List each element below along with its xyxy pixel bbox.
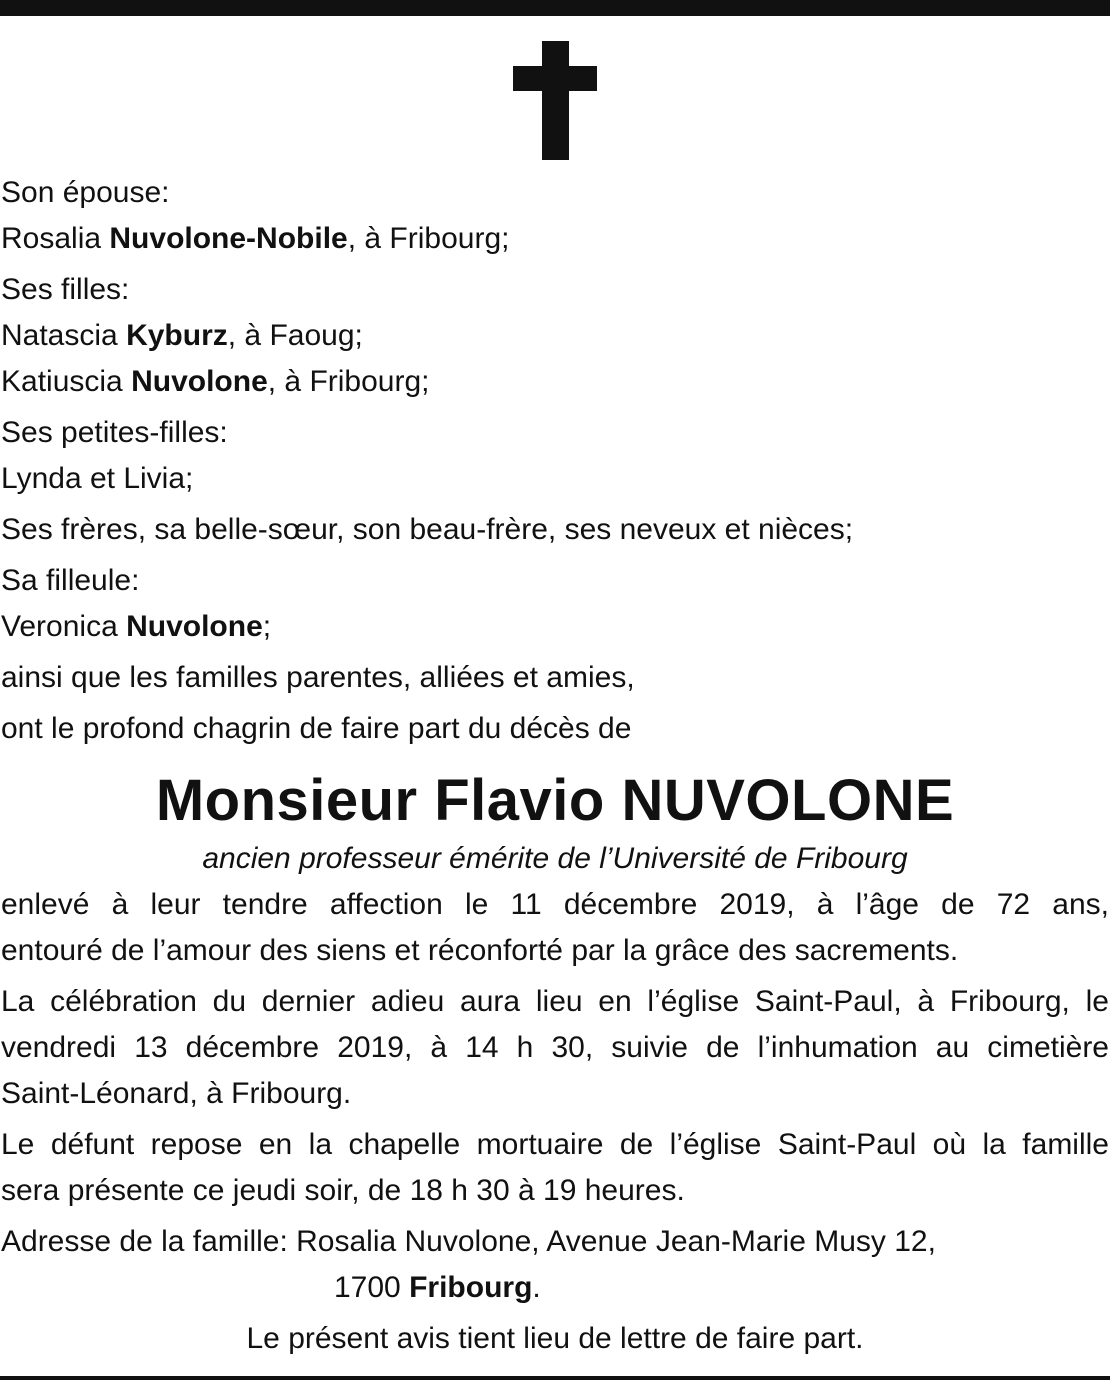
daughter-surname: Nuvolone [131,365,268,398]
paragraph-line: enlevé à leur tendre affection le 11 décembre 2019, à l’âge de 72 ans, [1,888,1109,921]
paragraph-line: Le défunt repose en la chapelle mortuaire de l’église Saint-Paul où la famille [1,1128,1109,1161]
granddaughters-heading: Ses petites-filles: [1,416,228,449]
closing-line: Le présent avis tient lieu de lettre de faire part. [246,1322,864,1355]
paragraph-line: vendredi 13 décembre 2019, à 14 h 30, suivie de l’inhumation au cimetière [1,1031,1109,1064]
address-city-line: 1700 Fribourg. [334,1271,541,1304]
obituary-body [1,170,1109,1362]
address-line: Adresse de la famille: Rosalia Nuvolone, Avenue Jean-Marie Musy 12, [1,1225,936,1258]
address-city: Fribourg [409,1271,533,1304]
top-rule [0,0,1110,16]
families-line: ainsi que les familles parentes, alliées et amies, [1,661,635,694]
paragraph-line: Saint-Léonard, à Fribourg. [1,1077,352,1110]
paragraph-line: La célébration du dernier adieu aura lieu en l’église Saint-Paul, à Fribourg, le [1,985,1109,1018]
paragraph-line: sera présente ce jeudi soir, de 18 h 30 à 19 heures. [1,1174,685,1207]
wife-heading: Son épouse: [1,176,170,209]
announce-line: ont le profond chagrin de faire part du décès de [1,712,632,745]
wife-surname: Nuvolone-Nobile [109,222,348,255]
death-paragraph [1,882,1109,974]
daughter-surname: Kyburz [126,319,228,352]
daughters-block [1,267,1109,405]
daughters-heading: Ses filles: [1,273,130,306]
wife-block [1,170,1109,262]
ceremony-paragraph [1,979,1109,1117]
goddaughter-block [1,558,1109,650]
deceased-title: ancien professeur émérite de l’Université de Fribourg [202,842,908,875]
daughter-line: Katiuscia Nuvolone, à Fribourg; [1,365,430,398]
bottom-rule [0,1376,1110,1380]
siblings-line: Ses frères, sa belle-sœur, son beau-frère, ses neveux et nièces; [1,513,854,546]
paragraph-line: entouré de l’amour des siens et réconforté par la grâce des sacrements. [1,934,959,967]
address-block [1,1219,1109,1311]
granddaughters-names: Lynda et Livia; [1,462,194,495]
deceased-name: Monsieur Flavio NUVOLONE [155,768,955,833]
wife-line: Rosalia Nuvolone-Nobile, à Fribourg; [1,222,510,255]
goddaughter-surname: Nuvolone [126,610,263,643]
viewing-paragraph [1,1122,1109,1214]
goddaughter-heading: Sa filleule: [1,564,140,597]
goddaughter-line: Veronica Nuvolone; [1,610,272,643]
daughter-line: Natascia Kyburz, à Faoug; [1,319,363,352]
cross-icon [513,41,597,160]
granddaughters-block [1,410,1109,502]
